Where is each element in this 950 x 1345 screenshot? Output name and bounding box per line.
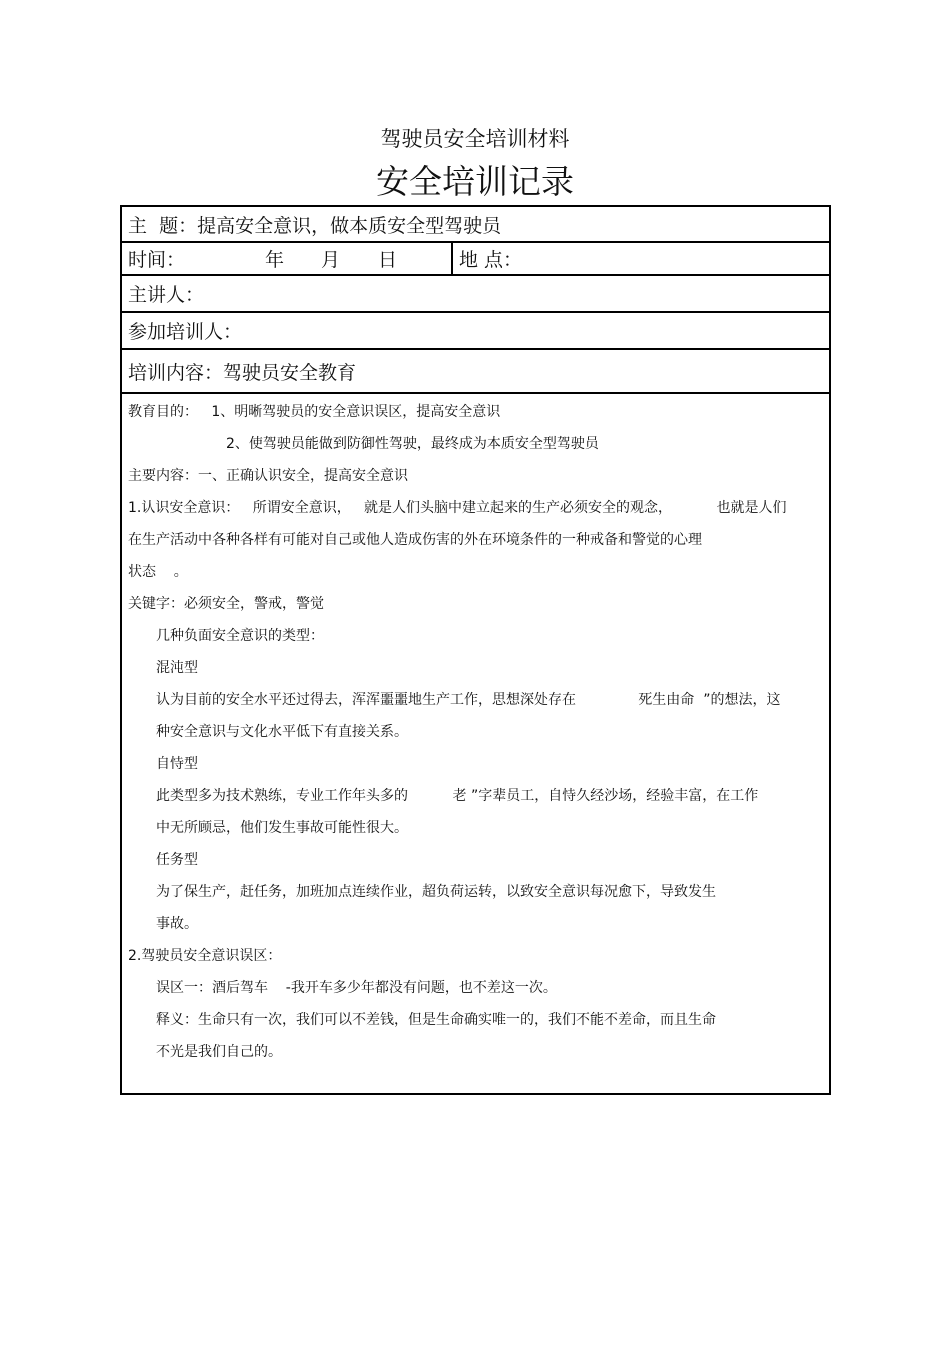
body-line: 释义：生命只有一次，我们可以不差钱，但是生命确实唯一的，我们不能不差命，而且生命 [156, 1012, 716, 1028]
body-line: 关键字：必须安全，警戒，警觉 [128, 596, 324, 612]
body-line: 此类型多为技术熟练，专业工作年头多的 老 ”字辈员工，自恃久经沙场，经验丰富，在工作 [156, 788, 759, 804]
body-line: 1.认识安全意识： 所谓安全意识， 就是人们头脑中建立起来的生产必须安全的观念， 也就是人们 [128, 500, 787, 516]
training-content-label: 培训内容：驾驶员安全教育 [128, 361, 357, 384]
body-line: 种安全意识与文化水平低下有直接关系。 [156, 724, 408, 740]
time-cell [122, 243, 453, 274]
body-line: 任务型 [156, 852, 198, 868]
topic-text: 主 题：提高安全意识，做本质安全型驾驶员 [128, 214, 502, 237]
body-line: 为了保生产，赶任务，加班加点连续作业，超负荷运转，以致安全意识每况愈下，导致发生 [156, 884, 716, 900]
day-label: 日 [378, 249, 398, 271]
year-label: 年 [265, 249, 285, 271]
place-cell [453, 243, 522, 274]
body-line: 自恃型 [156, 756, 198, 772]
body-line: 混沌型 [156, 660, 198, 676]
body-line: 状态 。 [128, 564, 188, 580]
body-line: 主要内容：一、正确认识安全，提高安全意识 [128, 468, 408, 484]
place-label: 地 点： [459, 249, 523, 271]
body-line: 不光是我们自己的。 [156, 1044, 282, 1060]
body-line: 几种负面安全意识的类型： [156, 628, 324, 644]
document-title: 安全培训记录 [376, 162, 574, 201]
time-place-row [122, 243, 829, 276]
body-line: 认为目前的安全水平还过得去，浑浑噩噩地生产工作，思想深处存在 死生由命 ”的想法，这 [156, 692, 781, 708]
month-label: 月 [321, 249, 341, 271]
body-line: 中无所顾忌，他们发生事故可能性很大。 [156, 820, 408, 836]
body-line: 误区一：酒后驾车 -我开车多少年都没有问题，也不差这一次。 [156, 980, 557, 996]
participants-label: 参加培训人： [128, 321, 243, 343]
document-subtitle: 驾驶员安全培训材料 [380, 127, 570, 151]
body-line: 在生产活动中各种各样有可能对自己或他人造成伤害的外在环境条件的一种戒备和警觉的心理 [128, 532, 702, 548]
training-record-table [120, 205, 831, 1095]
participants-row [122, 313, 829, 350]
time-label: 时间： [128, 249, 186, 271]
body-line: 教育目的： 1、明晰驾驶员的安全意识误区，提高安全意识 [128, 404, 501, 420]
body-line: 2、使驾驶员能做到防御性驾驶，最终成为本质安全型驾驶员 [226, 436, 599, 452]
body-line: 事故。 [156, 916, 198, 932]
topic-row [122, 207, 829, 243]
speaker-row [122, 276, 829, 313]
speaker-label: 主讲人： [128, 284, 205, 306]
body-line: 2.驾驶员安全意识误区： [128, 948, 282, 964]
training-content-row [122, 350, 829, 394]
